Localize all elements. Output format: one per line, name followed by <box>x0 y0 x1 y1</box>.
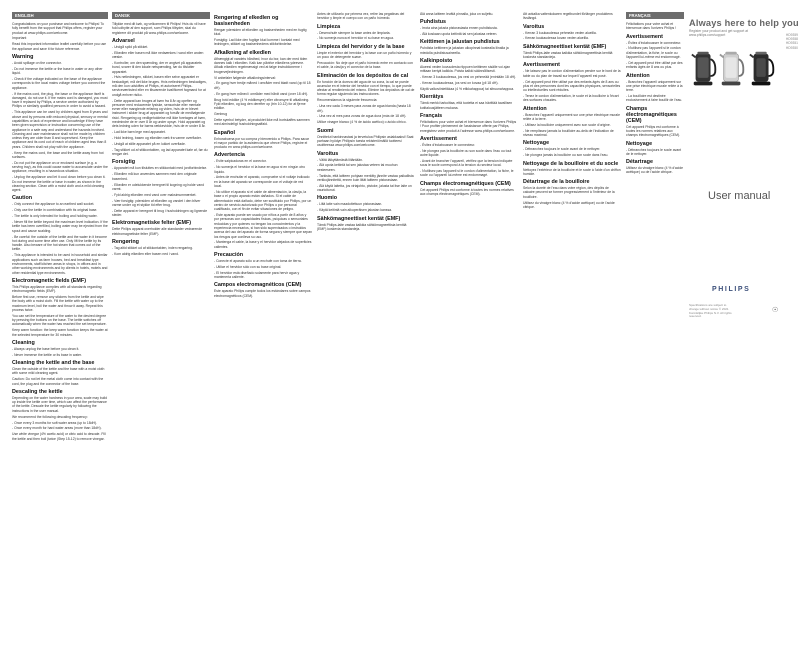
body-paragraph: - Always unplug the base before you clean it. <box>12 346 80 351</box>
section-heading: Rengøring af elkedlen og basisenheden <box>214 15 279 27</box>
body-paragraph: - Kerran 3 kuukaudessa pehmeän veden alueilla. <box>523 30 597 35</box>
kettle-image <box>748 48 776 89</box>
body-paragraph: - Antes de enchufar el aparato, compruebe si el voltaje indicado en la base del aparato se corresponde con el voltaje de red local. <box>214 175 310 189</box>
body-paragraph: - N'utilisez pas l'appareil si le cordon d'alimentation, la fiche, le socle ou l'appareil lui-même est endommagé. <box>626 46 681 60</box>
body-paragraph: - No sumerja nunca el hervidor ni su base en agua. <box>317 36 394 41</box>
section-heading: Limpieza del hervidor y de la base <box>317 43 405 50</box>
column-dansk-espanol <box>214 12 312 647</box>
section-heading: Détartrage de la bouilloire <box>523 179 590 186</box>
body-paragraph: - En gang hver måned i områder med hårdt vand (over 18 dH). <box>214 91 309 96</box>
language-header: DANSK <box>112 12 210 19</box>
body-paragraph: Tillykke med dit køb, og velkommen til Philips! Hvis du vil have fuld udbytte af den support, som Philips tilbyder, skal du registrere dit produkt på www.philips.com/welcome. <box>112 22 206 35</box>
body-paragraph: - Cet appareil peut être utilisé par des enfants âgés de 8 ans ou plus et des personnes dont les capacités physiques, sensorielles ou intellectuelles sont réduites. <box>523 79 621 93</box>
body-paragraph: - En gang hver tredje måned i områder med blødt vand (op til 18 dH). <box>214 81 311 90</box>
section-heading: Varoitus <box>523 23 545 30</box>
body-paragraph: - Avant de brancher l'appareil, vérifiez que la tension indiquée sous le socle correspond à la tension du secteur local. <box>420 158 513 168</box>
model-number: HD9350 <box>785 45 798 50</box>
body-paragraph: - Branchez l'appareil uniquement sur une prise électrique murale reliée à la terre. <box>626 79 683 93</box>
section-heading: Nettoyage <box>626 140 653 147</box>
section-heading: Afkalkning af elkedlen <box>214 49 271 56</box>
column-francais <box>523 12 621 647</box>
section-heading: Eliminación de los depósitos de cal <box>317 72 409 79</box>
body-paragraph: - Älä käytä laitetta, jos virtajohto, pistoke, jalusta tai itse laite on vaurioitunut. <box>317 183 412 193</box>
body-paragraph: Utilisez du vinaigre blanc (4 % d'acide acétique) ou de l'acide citrique. <box>523 200 615 209</box>
body-paragraph: En función de la dureza del agua de su zona, la cal se puede acumular en el interior del hervidor con el tiempo, lo que puede afectar al rendimiento del mismo. Elimine los depósitos de cal de forma regular siguiendo las instrucciones. <box>317 79 415 97</box>
body-paragraph: Afhængigt af vandets hårdhed, hvor du bor, kan der med tiden dannes kalk i elkedlen. Kalk kan påvirke elkedlens ydeevne. Afkalk elkedlen regelmæssigt ved at følge instruktionerne i brugervejledningen. <box>214 56 308 74</box>
body-paragraph: - Älä upota keitintä tai sen jalustaa veteen tai muuhun nesteeseen. <box>317 163 398 172</box>
section-heading: Nettoyage de la bouilloire et du socle <box>523 160 619 167</box>
manual-title: User manual <box>708 190 771 202</box>
body-paragraph: Read this important information leaflet carefully before you use the appliance and save it for future reference. <box>12 42 107 51</box>
section-heading: Español <box>214 129 235 136</box>
body-paragraph: - Tarkista, että laitteen pohjaan merkitty jännite vastaa paikallista verkkojännitettä, ennen kuin liität laitteen pistorasiaan. <box>317 173 414 182</box>
section-heading: Caution <box>12 195 33 202</box>
model-number: HD9358 <box>785 37 798 42</box>
section-heading: Limpieza <box>317 23 341 30</box>
body-paragraph: - Liitä laite vain maadoitettuun pistorasiaan. <box>317 202 383 207</box>
section-heading: Warning <box>12 53 34 60</box>
body-paragraph: - Este aparato puede ser usado por niños a partir de 8 años y por personas con capacidades físicas, psíquicas o sensoriales reducidas y por quienes no tengan los conocimientos y la experiencia necesarios, si han sido supervisados o instruidos acerca del uso del aparato de forma segura y siempre que sepan los riesgos que conlleva su uso. <box>214 213 312 239</box>
section-heading: Champs électromagnétiques (CEM) <box>420 180 511 187</box>
body-paragraph: - Keep the mains cord, the base and the kettle away from hot surfaces. <box>12 150 104 159</box>
section-heading: Huomio <box>317 195 338 202</box>
body-paragraph: - Kerran kuukaudessa, jos vesi on kovaa (yli 18 dH). <box>420 81 499 86</box>
body-paragraph: Félicitations pour votre achat et bienvenue dans l'univers Philips ! Pour profiter pleinement de l'assistance offerte par Philips, enregistrez votre produit à l'adresse www.philips.com/welcome. <box>420 119 517 133</box>
column-english <box>12 12 108 647</box>
section-heading: Suomi <box>317 127 334 134</box>
body-paragraph: - No utilice el aparato si el cable de alimentación, la clavija, la base o el propio aparato están dañados. Si el cable de alimentación está dañado, debe ser sustituido por Philips, por un centro de servicio autorizado por Philips o por personal cualificado, con el fin de evitar situaciones de peligro. <box>214 189 312 212</box>
body-paragraph: - Avoid spillage on the connector. <box>12 60 62 65</box>
body-paragraph: - Irrota aina jalusta pistorasiasta ennen puhdistusta. <box>420 26 498 31</box>
body-paragraph: - Unplug the appliance and let it cool down before you clean it. Do not immerse the kettle or base in water, as shown in the cleaning section. Clean with a moist cloth and a mild cleaning agent. <box>12 175 106 193</box>
body-paragraph: Este aparato Philips cumple todos los estándares sobre campos electromagnéticos (CEM). <box>214 289 311 298</box>
body-paragraph: Genbrug <box>214 112 228 117</box>
body-paragraph: Félicitations pour votre achat et bienvenue dans l'univers Philips ! <box>626 22 677 31</box>
body-paragraph: - Only connect the appliance to an earthed wall socket. <box>12 202 95 207</box>
body-paragraph: - Elkedlen er udelukkende beregnet til kogning og holde vand varmt. <box>112 182 204 191</box>
copyright-text: Specifications are subject to change without notice © 2021 Koninklijke Philips N.V. All rights reserved. <box>689 303 732 319</box>
body-paragraph: This Philips appliance complies with all standards regarding electromagnetic fields (EMF). <box>12 284 102 294</box>
body-paragraph: - Älä koskaan upota keitintä tai sen jalustaa veteen. <box>420 32 498 37</box>
body-paragraph: - Ne laissez pas le cordon d'alimentation pendre sur le bord de la table ou du plan de travail sur lequel l'appareil est posé. <box>523 69 621 78</box>
body-paragraph: Keep warm function: the keep warm function keeps the water at the selected temperature for 30 minutes. <box>12 328 108 337</box>
body-paragraph: We recommend the following descaling frequency: <box>12 414 88 419</box>
section-heading: Avertissement <box>523 62 560 69</box>
section-heading: Cleaning the kettle and the base <box>12 360 95 367</box>
section-heading: Rengøring <box>112 239 139 245</box>
body-paragraph: - Débranchez toujours le socle avant de le nettoyer. <box>626 147 682 156</box>
brand-logo: PHILIPS <box>712 286 751 293</box>
body-paragraph: - If the mains cord, the plug, the base or the appliance itself is damaged, do not use it. If the mains cord is damaged, you must have it replaced by Philips, a service center authorized by Philips or similarly qualified persons in order to avoid a hazard. <box>12 91 108 109</box>
body-paragraph: Brug hvid eddike (4 % eddikesyre) eller citronsyre til afkalkning. Fyld elkedlen, og kog den derefter op (trin 10-12) for at fjerne eddike. <box>214 97 310 111</box>
body-paragraph: - Vær forsigtig: ydersiden af elkedlen og vandet i den bliver varme under og et stykke tid efter brug. <box>112 198 201 207</box>
body-paragraph: Rengør ydersiden af elkedlen og basisenheden med en fugtig klud. <box>214 28 307 37</box>
body-paragraph: Caution: Do not let the metal cloth come into contact with the cord, the plug and the connector of the base. <box>12 377 104 386</box>
body-paragraph: - Never fill the kettle beyond the maximum level indication. If the kettle has been overfilled, boiling water may be ejected from the spout and cause scalding. <box>12 220 108 233</box>
body-paragraph: - Käytä keitintä vain alkuperäisen jalustan kanssa. <box>317 208 393 213</box>
body-paragraph: Enhorabuena por su compra y bienvenido a Philips. Para sacar el mayor partido de la asistencia que ofrece Philips, registre el producto en www.philips.com/welcome. <box>214 136 309 150</box>
body-paragraph: Nettoyez l'extérieur de la bouilloire et le socle à l'aide d'un chiffon humide. <box>523 167 621 176</box>
section-heading: Champs électromagnétiques (CEM) <box>626 105 677 124</box>
body-paragraph: - Kerran kuukaudessa kovan veden alueilla. <box>523 36 589 41</box>
body-paragraph: Vi anbefaler følgende afkalkningsinterval: <box>214 75 276 80</box>
section-heading: Puhdistus <box>420 19 447 26</box>
body-paragraph: Forsigtig: Lad ikke den fugtige klud komme i kontakt med ledningen, stikket og basisenhedens stikforbindelse. <box>214 38 300 47</box>
body-paragraph: - Elkedlen eller basen må ikke nedsænkes i vand eller anden væske. <box>112 50 204 60</box>
body-paragraph: Important <box>12 36 27 41</box>
body-paragraph: - Undgå at stille apparatet på en lukket overflade. <box>112 141 186 146</box>
body-paragraph: Antes de utilizarlo por primera vez, retire las pegatinas del hervidor y limpie el cuerpo con un paño húmedo. <box>317 12 405 21</box>
model-number: HD9359 <box>785 33 798 37</box>
body-paragraph: - Once every 3 months for soft water areas (up to 18dH). <box>12 420 97 425</box>
body-paragraph: - Desenchufe siempre la base antes de limpiarla. <box>317 30 391 35</box>
body-paragraph: Cet appareil Philips est conforme à toutes les normes relatives aux champs électromagnétiques (CEM). <box>626 124 681 138</box>
body-paragraph: Selon la dureté de l'eau dans votre région, des dépôts de calcaire peuvent se former progressivement à l'intérieur de la bouilloire. <box>523 186 615 199</box>
section-heading: Attention <box>523 105 547 112</box>
section-heading: Electromagnetic fields (EMF) <box>12 277 86 284</box>
body-paragraph: Tämä Philips-laite vastaa kaikkia sähkömagneettisia kenttiä (EMF) koskevia standardeja. <box>317 222 407 231</box>
body-paragraph: - Évitez d'éclabousser le connecteur. <box>420 142 476 147</box>
body-paragraph: Clean the outside of the kettle and the base with a moist cloth with some mild cleaning agent. <box>12 367 105 376</box>
language-header: ENGLISH <box>12 12 108 19</box>
body-paragraph: - Do not put the appliance on or enclosed surface (e.g. a serving tray), as this could cause water to accumulate under the appliance, resulting in a hazardous situation. <box>12 160 108 174</box>
philips-shield-icon: ☉ <box>772 307 779 314</box>
body-paragraph: Tämä merkki tarkoittaa, että tuotetta ei saa hävittää tavallisen kotitalousjätteen mukana. <box>420 101 513 110</box>
section-heading: Sähkömagneettiset kentät (EMF) <box>317 215 401 222</box>
section-heading: Attention <box>626 72 650 79</box>
body-paragraph: - Una vez al mes para zonas de agua dura (más de 18 dH). <box>317 114 407 119</box>
body-paragraph: Dette Philips apparat overholder alle standarder vedrørende elektromagnetiske felter (EMF). <box>112 227 203 236</box>
body-paragraph: - Only use the kettle in combination with its original base. <box>12 208 98 213</box>
body-paragraph: - Dette apparat kan bruges af børn fra 8 år og opefter og personer med reducerede fysiske, sensoriske eller mentale evner eller manglende erfaring og viden, hvis de er blevet instrueret i sikker brug af apparatet og forstår de medfølgende risici. Rengøring og vedligeholdelse må ikke foretages af børn, medmindre de er over 8 år og under opsyn. Hold apparatet og dets ledning uden for børns rækkevidde, hvis de er under 8 år. <box>112 98 206 129</box>
body-paragraph: - Fyld aldrig elkedlen med vand over maksimummærket. <box>112 192 197 197</box>
section-heading: Cleaning <box>12 339 35 346</box>
column-suomi-francais <box>420 12 518 647</box>
body-paragraph: - Never immerse the kettle or its base in water. <box>12 352 82 357</box>
body-paragraph: - Be careful: the outside of the kettle and the water in it become hot during and some time after use. Only lift the kettle by its handle. Also beware of the hot steam that comes out of the kettle. <box>12 234 107 252</box>
body-paragraph: - Once every month for hard water areas (more than 18dH). <box>12 426 102 431</box>
body-paragraph: Cet appareil Philips est conforme à toutes les normes relatives aux champs électromagnétiques (CEM). <box>420 187 514 196</box>
section-heading: Nettoyage <box>523 140 550 147</box>
body-paragraph: - Utilice el hervidor sólo con su base original. <box>214 264 282 269</box>
body-paragraph: - Vältä läikyttämästä liitäntään. <box>317 157 363 162</box>
cover-panel <box>686 0 802 653</box>
body-paragraph: - La bouilloire est destinée exclusivement à faire bouillir de l'eau. <box>626 94 683 103</box>
body-paragraph: - Do not immerse the kettle or the base in water or any other liquid. <box>12 66 103 76</box>
body-paragraph: - Check if the voltage indicated on the base of the appliance corresponds to the local mains voltage before you connect the appliance. <box>12 77 106 90</box>
kettle-image <box>690 48 718 89</box>
body-paragraph: - Dette apparat er beregnet til brug i husholdningen og lignende steder. <box>112 208 208 218</box>
cover-slogan: Always here to help you <box>689 18 799 28</box>
section-heading: Avertissement <box>420 135 457 142</box>
body-paragraph: - This appliance is intended to be used in household and similar applications such as farm houses, bed and breakfast type environments, staff kitchen areas in shops, in offices and in other working environments and by clients in hotels, motels and other residential type environments. <box>12 253 108 275</box>
section-heading: Descaling the kettle <box>12 388 63 395</box>
body-paragraph: Utilice vinagre blanco (4 % de ácido acético) o ácido cítrico. <box>317 120 407 125</box>
body-paragraph: Dette symbol betyder, at produktet ikke må bortskaffes sammen med almindeligt husholdningsaffald. <box>214 117 310 127</box>
section-heading: Advarsel <box>112 37 135 44</box>
section-heading: Kalkinpoisto <box>420 58 453 65</box>
column-espanol-suomi <box>317 12 415 647</box>
body-paragraph: Att avkalka vattenkokaren regelbundet förlänger produktens livslängd. <box>523 12 613 21</box>
body-paragraph: Käytä valkoviinietikkaa (4 % etikkahappoa) tai sitruunahappoa. <box>420 87 515 92</box>
body-paragraph: - No sumerja el hervidor ni la base en agua ni en ningún otro líquido. <box>214 165 306 174</box>
body-paragraph: Depending on the water hardness in your area, scale may build up inside the kettle over time, which can affect the performance of the kettle. Descale the kettle regularly by following the instructions in the user manual. <box>12 395 107 413</box>
body-paragraph: - Kontroller, om den spænding, der er angivet på apparatets bund, svarer til den lokale netspænding, før du tilslutter apparatet. <box>112 60 202 74</box>
section-heading: Forsigtig <box>112 159 136 166</box>
body-paragraph: - Tenez le cordon d'alimentation, le socle et la bouilloire à l'écart des surfaces chaudes. <box>523 94 619 103</box>
body-paragraph: - Ne plongez pas la bouilloire ou son socle dans l'eau ou tout autre liquide. <box>420 148 512 158</box>
column-francais-2 <box>626 12 684 647</box>
section-heading: Avertissement <box>626 33 663 40</box>
body-paragraph: - Hvis netledningen, stikket, basen eller selve apparatet er beskadiget, må det ikke bruges. Hvis netledningen beskadiges, må den kun udskiftes af Philips, et autoriseret Philips-serviceværksted eller en tilsvarende kvalificeret fagmand for at undgå enhver risiko. <box>112 75 207 97</box>
body-paragraph: Congratulations on your purchase and welcome to Philips! To fully benefit from the support that Philips offers, register your product at www.philips.com/welcome. <box>12 22 104 35</box>
body-paragraph: Onnittelut hankinnastasi ja tervetuloa Philipsin asiakkaaksi! Saat parhaan hyödyn Philipsin tuesta rekisteröimällä tuotteesi osoitteessa www.philips.com/welcome. <box>317 134 414 148</box>
section-heading: Sähkömagneettiset kentät (EMF) <box>523 43 607 50</box>
body-paragraph: - Elkedlen må kun anvendes sammen med den originale basenhed. <box>112 172 197 181</box>
body-paragraph: - The kettle is only intended for boiling and holding water. <box>12 214 98 219</box>
section-heading: Campos electromagnéticos (CEM) <box>214 282 302 289</box>
body-paragraph: - This appliance can be used by children aged from 8 years and above and by persons with reduced physical, sensory or mental capabilities or lack of experience and knowledge if they have been given supervision or instruction concerning use of the appliance in a safe way and understand the hazards involved. Cleaning and user maintenance shall not be made by children unless they are older than 8 and supervised. Keep the appliance and its cord out of reach of children aged less than 8 years. Children shall not play with the appliance. <box>12 110 108 149</box>
body-paragraph: Precaución: No deje que el paño húmedo entre en contacto con el cable, la clavija y el conector de la base. <box>317 60 413 70</box>
body-paragraph: - Cet appareil peut être utilisé par des enfants âgés de 8 ans ou plus. <box>626 60 683 70</box>
body-paragraph: - Utilisez la bouilloire uniquement avec son socle d'origine. <box>523 122 611 127</box>
body-paragraph: - Hold ledning, basen og elkedlen væk fra varme overflader. <box>112 136 202 141</box>
body-paragraph: - Tag stikket ud af stikkontakten, og lad apparatet køle af, før du rengør det. <box>112 147 208 157</box>
body-paragraph: - Ne plongez jamais la bouilloire ou son socle dans l'eau. <box>523 153 609 158</box>
body-paragraph: - Conecte el aparato sólo a un enchufe con toma de tierra. <box>214 259 302 263</box>
body-paragraph: Utilisez du vinaigre blanc (4 % d'acide acétique) ou de l'acide citrique. <box>626 166 683 175</box>
body-paragraph: Alueesi veden kovuudesta riippuen keittimen sisälle voi ajan mittaan kertyä kalkkia. Poista kalkki säännöllisesti. <box>420 65 511 74</box>
body-paragraph: Limpie el exterior del hervidor y la base con un paño húmedo y un poco de detergente suave. <box>317 50 412 60</box>
section-heading: Détartrage <box>626 159 653 166</box>
section-heading: Elektromagnetiske felter (EMF) <box>112 220 192 227</box>
body-paragraph: - Branchez l'appareil uniquement sur une prise électrique murale reliée à la terre. <box>523 112 620 121</box>
body-paragraph: Älä anna laitteen levätä pinnalla, joka on suljettu. <box>420 12 494 16</box>
body-paragraph: Puhdista keittimen ja jalustan ulkopinnat kostealla liinalla ja miedolla puhdistusaineella. <box>420 46 509 55</box>
cover-subtitle: Register your product and get support at www.philips.com/support <box>689 29 749 37</box>
column-dansk <box>112 12 210 647</box>
body-paragraph: - Débranchez toujours le socle avant de le nettoyer. <box>523 147 601 152</box>
body-paragraph: - Kom aldrig elkedlen eller basen ned i vand. <box>112 251 179 256</box>
section-heading: Kierrätys <box>420 94 444 101</box>
section-heading: Advertencia <box>214 152 245 159</box>
body-paragraph: - Una vez cada 3 meses para zonas de agua blanda (hasta 18 dH). <box>317 104 411 113</box>
section-heading: Keittimen ja jalustan puhdistus <box>420 39 500 46</box>
section-heading: Varoitus <box>317 150 339 157</box>
model-number: HD9351 <box>785 41 798 46</box>
kettle-image <box>718 48 746 89</box>
body-paragraph: - Ne remplissez jamais la bouilloire au-delà de l'indication de niveau maximal. <box>523 128 614 138</box>
body-paragraph: Use white vinegar (4% acetic acid) or citric acid to descale. Fill the kettle and then boil (twice (Step 15-12) to remove vinegar. <box>12 432 106 441</box>
section-heading: Precaución <box>214 252 244 258</box>
section-heading: Français <box>420 112 443 119</box>
body-paragraph: - Tag altid stikket ud af stikkontakten, inden rengøring. <box>112 246 193 250</box>
body-paragraph: - Evite salpicaduras en el conector. <box>214 159 267 164</box>
body-paragraph: You can set the temperature of the water to the desired degree by pressing the buttons on the base. The kettle switches off automatically when the water has reached the set temperature. <box>12 313 107 327</box>
body-paragraph: - Lad ikke børn lege med apparatet. <box>112 130 166 135</box>
body-paragraph: Recomendamos la siguiente frecuencia: <box>317 98 378 103</box>
body-paragraph: - El hervidor está diseñado solamente para hervir agua y mantenerla caliente. <box>214 270 300 280</box>
body-paragraph: - Mantenga el cable, la base y el hervidor alejados de superficies calientes. <box>214 240 312 249</box>
body-paragraph: - Undgå spild på stikket. <box>112 44 149 49</box>
body-paragraph: Before first use, remove any stickers from the kettle and wipe the body with a moist cloth. Fill the kettle with water up to the maximum level, boil the water and throw it away. Repeat this process twice. <box>12 295 104 312</box>
body-paragraph: Tämä Philips-laite vastaa kaikkia sähkömagneettisia kenttiä koskevia standardeja. <box>523 50 613 60</box>
body-paragraph: - Kerran 3 kuukaudessa, jos vesi on pehmeää (enintään 18 dH). <box>420 75 517 80</box>
language-header: FRANÇAIS <box>626 12 684 19</box>
body-paragraph: - Apparatet må kun tilsluttes en stikkontakt med jordforbindelse. <box>112 166 208 171</box>
body-paragraph: - Évitez d'éclabousser le connecteur. <box>626 40 682 45</box>
body-paragraph: - N'utilisez pas l'appareil si le cordon d'alimentation, la fiche, le socle ou l'appareil lui-même est endommagé. <box>420 169 514 178</box>
